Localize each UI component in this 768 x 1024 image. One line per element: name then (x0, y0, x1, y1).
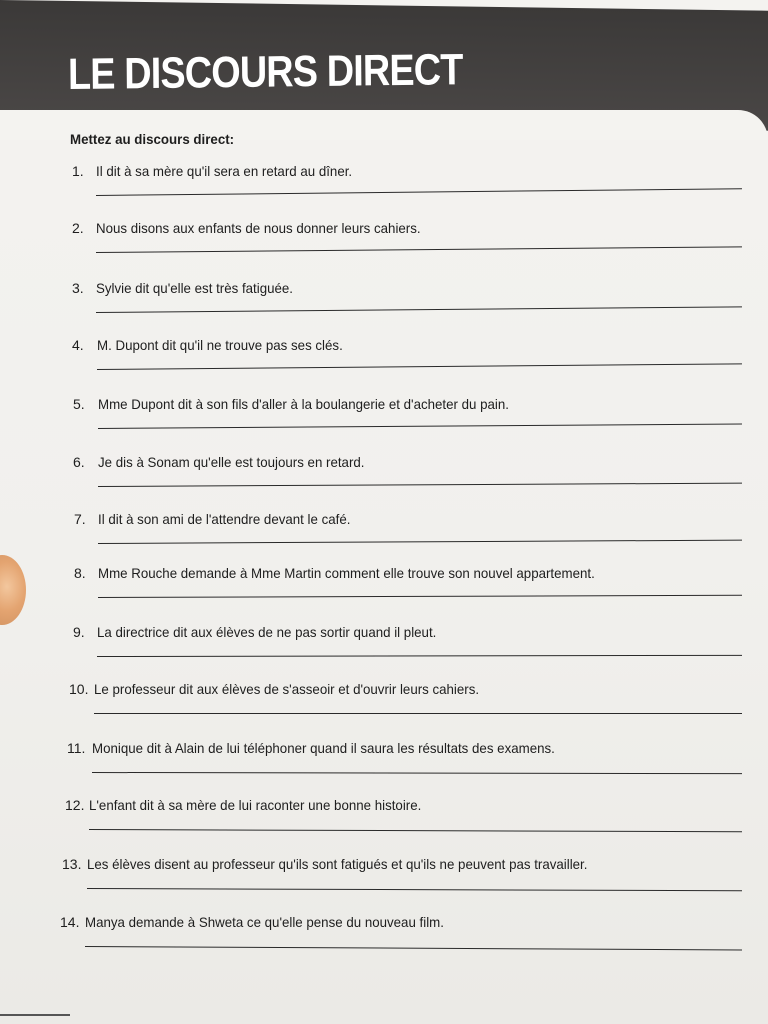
exercise-number: 7. (74, 511, 86, 527)
exercise-number: 2. (72, 220, 84, 236)
answer-line[interactable] (96, 188, 742, 196)
answer-line[interactable] (94, 713, 742, 714)
exercise-item (0, 337, 768, 395)
answer-line[interactable] (85, 946, 742, 950)
exercise-item (0, 797, 768, 855)
exercise-number: 10. (69, 681, 89, 697)
exercise-item (0, 454, 768, 512)
exercise-item (0, 565, 768, 623)
exercise-number: 14. (60, 914, 80, 930)
answer-line[interactable] (98, 595, 742, 598)
exercise-item (0, 740, 768, 798)
exercise-number: 1. (72, 163, 84, 179)
exercise-number: 12. (65, 797, 85, 813)
exercise-sentence: Mme Dupont dit à son fils d'aller à la boulangerie et d'acheter du pain. (98, 396, 509, 412)
exercise-item (0, 914, 768, 972)
exercise-number: 11. (67, 740, 86, 756)
exercise-sentence: Il dit à son ami de l'attendre devant le café. (98, 511, 351, 527)
exercise-number: 3. (72, 280, 84, 296)
page-title: LE DISCOURS DIRECT (67, 45, 463, 99)
exercise-sentence: Sylvie dit qu'elle est très fatiguée. (96, 280, 293, 296)
exercise-item (0, 624, 768, 682)
exercise-instruction: Mettez au discours direct: (70, 131, 235, 147)
exercise-sentence: Manya demande à Shweta ce qu'elle pense du nouveau film. (85, 914, 444, 930)
exercise-sentence: Mme Rouche demande à Mme Martin comment elle trouve son nouvel appartement. (98, 565, 595, 581)
answer-line[interactable] (89, 829, 742, 832)
exercise-sentence: L'enfant dit à sa mère de lui raconter une bonne histoire. (89, 797, 422, 813)
exercise-item (0, 220, 768, 278)
answer-line[interactable] (98, 424, 742, 429)
exercise-sentence: Le professeur dit aux élèves de s'asseoir et d'ouvrir leurs cahiers. (94, 681, 480, 697)
answer-line[interactable] (97, 655, 742, 657)
answer-line[interactable] (92, 772, 742, 774)
exercise-item (0, 856, 768, 914)
exercise-item (0, 681, 768, 739)
exercise-item (0, 511, 768, 569)
answer-line[interactable] (96, 246, 742, 253)
answer-line[interactable] (98, 540, 742, 544)
exercise-item (0, 163, 768, 221)
exercise-sentence: Les élèves disent au professeur qu'ils sont fatigués et qu'ils ne peuvent pas travailler. (87, 856, 588, 872)
exercise-number: 4. (72, 337, 84, 353)
page-bottom-edge (0, 1014, 70, 1016)
exercise-number: 9. (73, 624, 85, 640)
exercise-sentence: Nous disons aux enfants de nous donner leurs cahiers. (96, 220, 421, 236)
exercise-number: 13. (62, 856, 82, 872)
exercise-item (0, 280, 768, 338)
exercise-sentence: La directrice dit aux élèves de ne pas sortir quand il pleut. (97, 624, 437, 640)
answer-line[interactable] (96, 306, 742, 313)
answer-line[interactable] (98, 483, 742, 487)
exercise-number: 6. (73, 454, 85, 470)
exercise-sentence: M. Dupont dit qu'il ne trouve pas ses clés. (97, 337, 343, 353)
exercise-item (0, 396, 768, 454)
exercise-sentence: Il dit à sa mère qu'il sera en retard au dîner. (96, 163, 353, 179)
exercise-number: 5. (73, 396, 85, 412)
answer-line[interactable] (87, 888, 742, 891)
exercise-number: 8. (74, 565, 86, 581)
exercise-sentence: Je dis à Sonam qu'elle est toujours en retard. (98, 454, 365, 470)
answer-line[interactable] (97, 363, 742, 370)
exercise-sentence: Monique dit à Alain de lui téléphoner quand il saura les résultats des examens. (92, 740, 555, 756)
